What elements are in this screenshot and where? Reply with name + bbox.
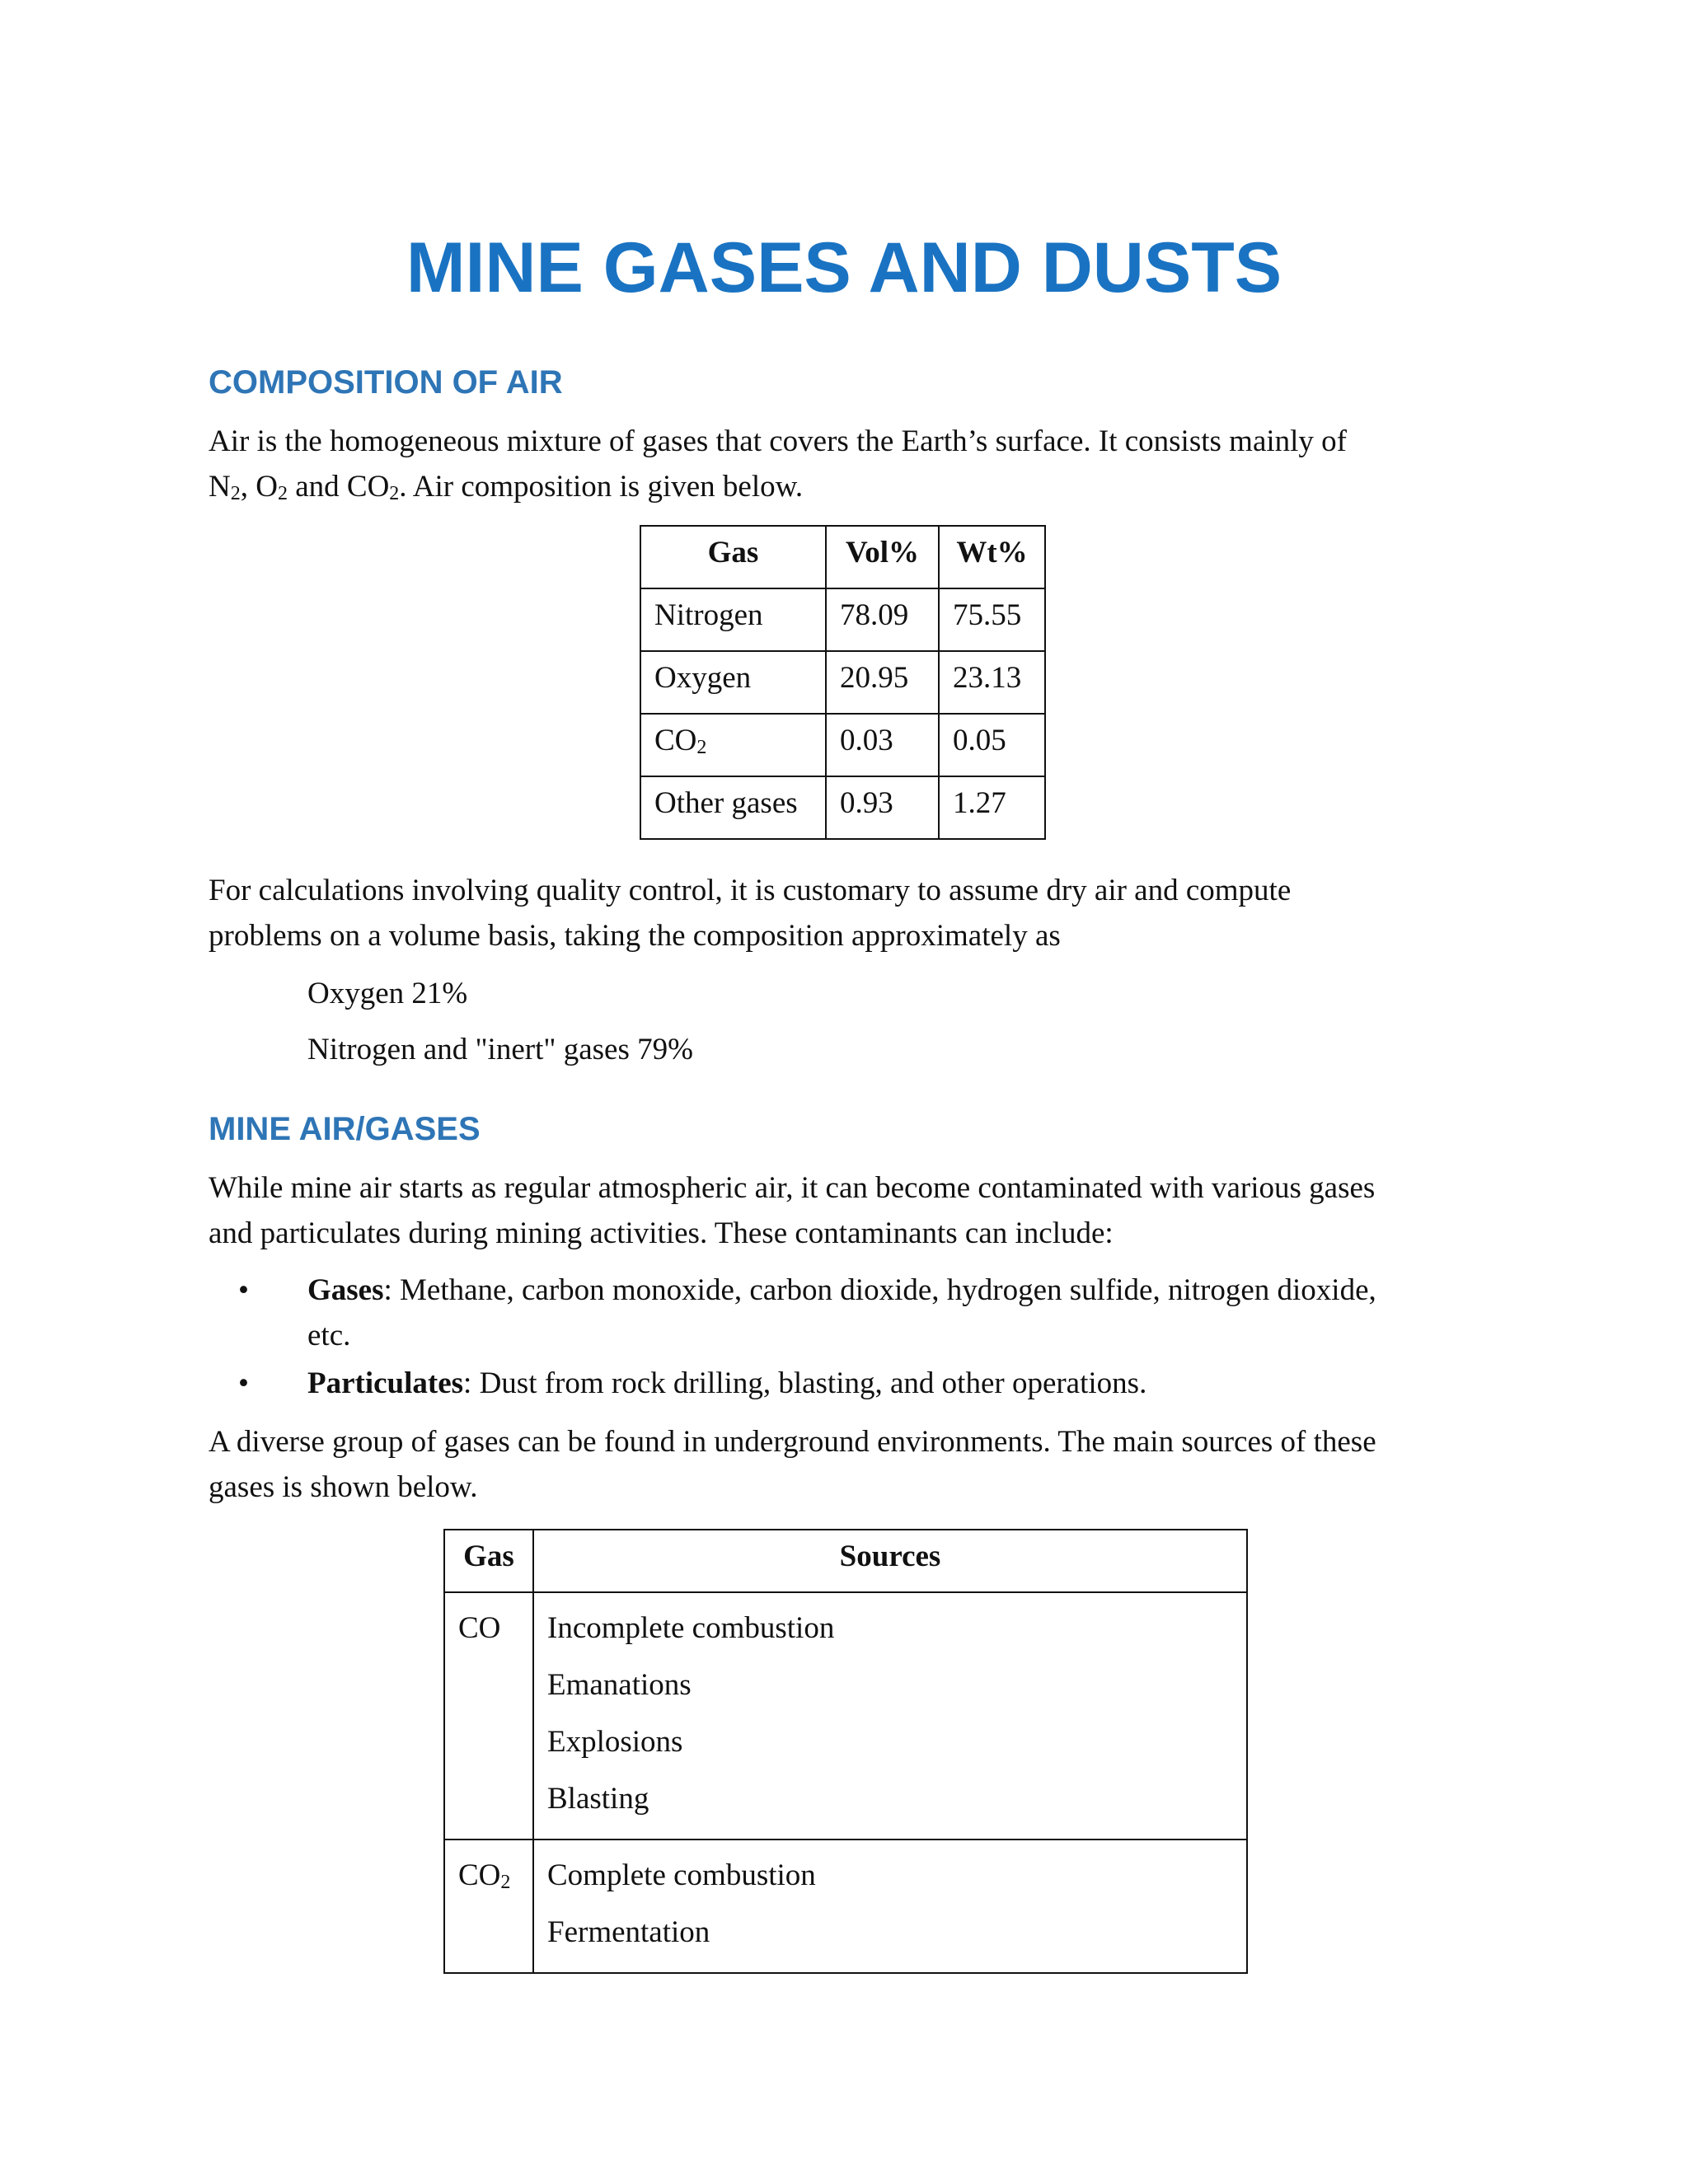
- intro-line-1: Air is the homogeneous mixture of gases that covers the Earth’s surface. It consists mainly of: [209, 424, 1347, 458]
- cell-vol: 78.09: [826, 588, 939, 651]
- cell-wt: 23.13: [939, 651, 1045, 714]
- sources-line-1: A diverse group of gases can be found in underground environments. The main sources of these: [209, 1425, 1376, 1459]
- contaminants-list: [209, 1268, 1494, 1408]
- bullet-icon: •: [238, 1273, 249, 1307]
- bullet-term: Particulates: [307, 1366, 464, 1400]
- cell-gas: [444, 1840, 533, 1973]
- cell-gas: [640, 776, 826, 839]
- cell-gas: [640, 651, 826, 714]
- gas-name: Nitrogen: [654, 598, 763, 632]
- intro-n: N: [209, 470, 231, 504]
- table-row: [640, 651, 1045, 714]
- bullet-icon: •: [238, 1366, 249, 1400]
- gas-name: Oxygen: [654, 661, 752, 695]
- gas-name: Other gases: [654, 786, 798, 820]
- calc-line-2: problems on a volume basis, taking the composition approximately as: [209, 919, 1061, 953]
- header-gas: Gas: [640, 526, 826, 588]
- table-row: [640, 776, 1045, 839]
- gas-sources-table: [443, 1529, 1248, 1974]
- gas-subscript: 2: [500, 1872, 511, 1893]
- header-vol: Vol%: [826, 526, 939, 588]
- table-row: [444, 1840, 1247, 1973]
- table-row: [640, 714, 1045, 776]
- bullet-text: : Dust from rock drilling, blasting, and other operations.: [463, 1366, 1147, 1400]
- source-item: Incomplete combustion: [547, 1611, 835, 1645]
- section-heading-composition: COMPOSITION OF AIR: [209, 364, 563, 401]
- cell-gas: [640, 588, 826, 651]
- cell-gas: [444, 1592, 533, 1840]
- cell-sources: [533, 1840, 1247, 1973]
- page-title: MINE GASES AND DUSTS: [406, 228, 1282, 307]
- section-heading-mine-air: MINE AIR/GASES: [209, 1111, 481, 1147]
- cell-sources: [533, 1592, 1247, 1840]
- intro-sub: 2: [230, 483, 241, 504]
- bullet-term: Gases: [307, 1273, 384, 1307]
- sources-line-2: gases is shown below.: [209, 1470, 478, 1504]
- header-wt: Wt%: [939, 526, 1045, 588]
- source-item: Fermentation: [547, 1915, 710, 1949]
- table-row: [640, 588, 1045, 651]
- approx-nitrogen: Nitrogen and "inert" gases 79%: [307, 1033, 693, 1066]
- header-gas: Gas: [444, 1530, 533, 1592]
- mine-air-paragraph: [209, 1165, 1494, 1256]
- bullet-text: : Methane, carbon monoxide, carbon dioxide, hydrogen sulfide, nitrogen dioxide,: [383, 1273, 1376, 1307]
- list-item: [209, 1268, 1494, 1358]
- calc-paragraph: [209, 868, 1494, 958]
- intro-sub: 2: [389, 483, 400, 504]
- sources-paragraph: [209, 1419, 1494, 1510]
- cell-vol: 0.03: [826, 714, 939, 776]
- approx-oxygen: Oxygen 21%: [307, 977, 468, 1010]
- source-item: Complete combustion: [547, 1858, 816, 1892]
- header-sources: Sources: [533, 1530, 1247, 1592]
- intro-sep: , O: [240, 470, 278, 504]
- cell-wt: 0.05: [939, 714, 1045, 776]
- cell-vol: 20.95: [826, 651, 939, 714]
- source-item: Blasting: [547, 1782, 649, 1816]
- cell-gas: [640, 714, 826, 776]
- cell-wt: 1.27: [939, 776, 1045, 839]
- gas-name: CO: [458, 1611, 501, 1645]
- cell-wt: 75.55: [939, 588, 1045, 651]
- intro-paragraph: [209, 419, 1494, 509]
- gas-name: CO: [654, 724, 697, 757]
- mine-air-line-2: and particulates during mining activities. These contaminants can include:: [209, 1216, 1114, 1250]
- table-header-row: [640, 526, 1045, 588]
- source-item: Explosions: [547, 1725, 683, 1759]
- source-item: Emanations: [547, 1668, 692, 1702]
- calc-line-1: For calculations involving quality control, it is customary to assume dry air and compute: [209, 874, 1292, 907]
- air-composition-table: [640, 525, 1046, 840]
- cell-vol: 0.93: [826, 776, 939, 839]
- gas-subscript: 2: [696, 737, 707, 758]
- intro-tail: . Air composition is given below.: [399, 470, 804, 504]
- mine-air-line-1: While mine air starts as regular atmospheric air, it can become contaminated with various gases: [209, 1171, 1376, 1205]
- table-header-row: [444, 1530, 1247, 1592]
- list-item: [209, 1361, 1494, 1406]
- intro-sep: and CO: [287, 470, 390, 504]
- bullet-text-cont: etc.: [307, 1319, 351, 1352]
- table-row: [444, 1592, 1247, 1840]
- gas-name: CO: [458, 1858, 501, 1892]
- intro-sub: 2: [277, 483, 288, 504]
